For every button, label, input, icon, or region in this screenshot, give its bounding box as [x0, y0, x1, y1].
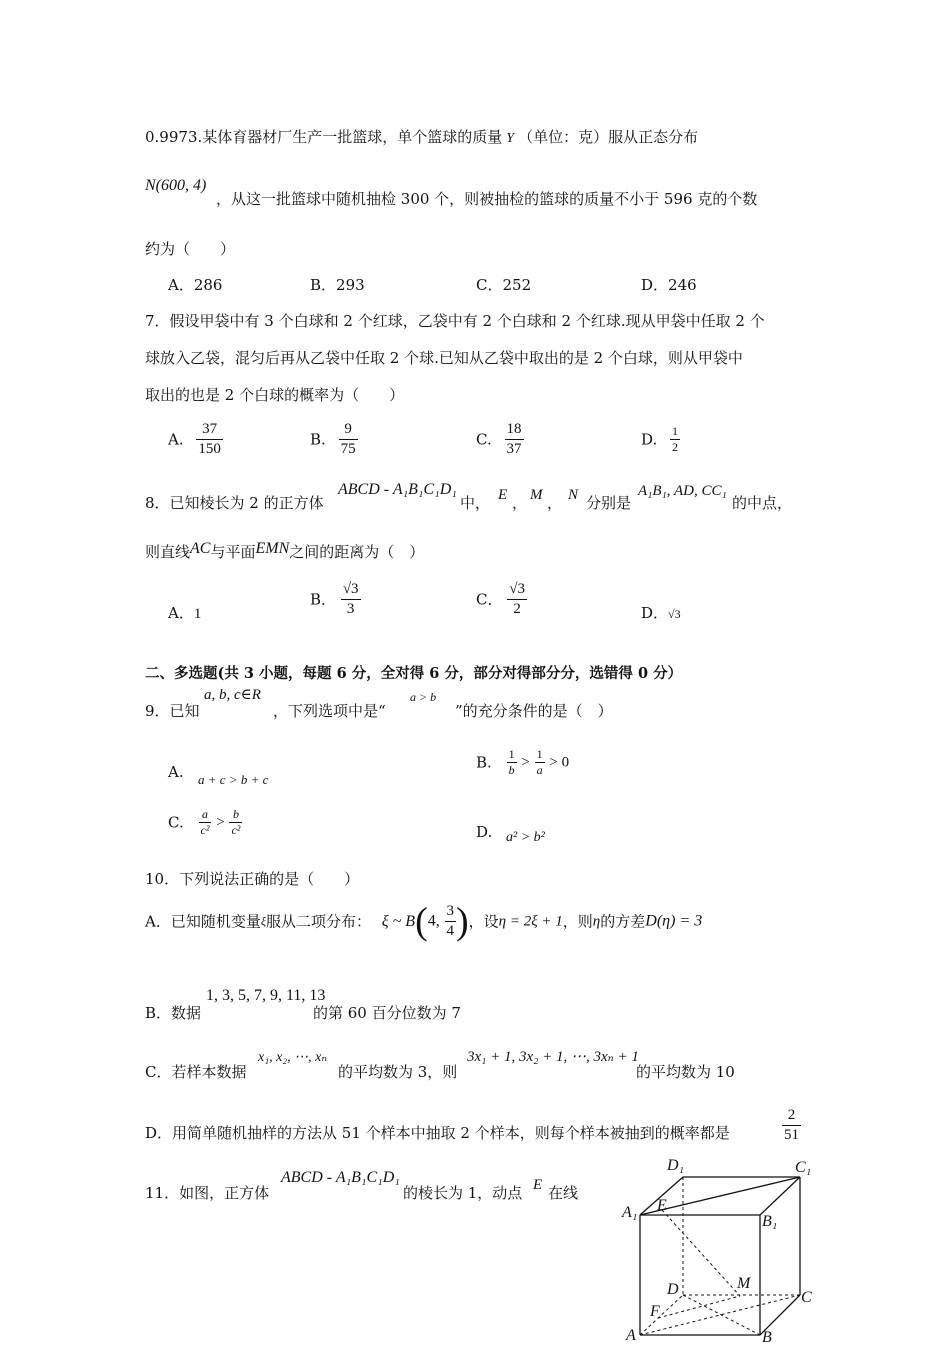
q7-option-b-fraction	[339, 420, 358, 459]
q7-option-d-num: 1	[672, 424, 679, 438]
q8-option-c	[476, 580, 527, 619]
q9-option-d-expr: a² > b²	[506, 830, 545, 845]
q9-p3: ”的充分条件的是（ ）	[455, 702, 613, 720]
q6-option-a: A．286	[168, 276, 223, 294]
q9-option-a-expr: a + c > b + c	[198, 772, 269, 787]
q10-a-lparen: (	[415, 900, 428, 943]
label-A: A	[626, 1327, 636, 1344]
q9-option-c-frac1-num: a	[199, 807, 212, 823]
label-D: D	[667, 1281, 679, 1298]
q8-option-b	[310, 580, 361, 619]
q7-option-a-den: 150	[198, 440, 221, 457]
q9-option-b-frac1	[507, 747, 517, 778]
q6-var-y: Y	[506, 131, 515, 146]
label-M: M	[737, 1275, 751, 1292]
q6-option-d: D．246	[641, 276, 697, 294]
q7-option-a-fraction	[196, 420, 223, 459]
q10-a-dist: ξ ~ B	[381, 912, 416, 930]
q9-p2: ，下列选项中是“	[273, 702, 386, 720]
q8-line2c: 之间的距离为（ ）	[289, 543, 425, 561]
q7-line3: 取出的也是 2 个白球的概率为（ ）	[145, 386, 405, 404]
q9-option-b-frac1-den: b	[508, 763, 515, 777]
q8-line2b: 与平面	[210, 543, 256, 561]
q9-option-b-tail: > 0	[549, 754, 570, 771]
label-A1: A₁	[622, 1204, 638, 1221]
q11-p3: 在线	[548, 1184, 579, 1202]
q8-m: M	[530, 487, 543, 503]
q9-option-b-frac2-den: a	[536, 763, 543, 777]
q9-p1: 9．已知	[145, 702, 200, 720]
q7-line2: 球放入乙袋，混匀后再从乙袋中任取 2 个球.已知从乙袋中取出的是 2 个白球，则从甲袋中	[145, 349, 743, 367]
q10-a-eta: η = 2ξ + 1	[498, 913, 563, 930]
q11-p2: 的棱长为 1，动点	[403, 1184, 523, 1202]
q8-option-d-label: D．	[641, 604, 669, 622]
q7-option-d	[641, 424, 680, 455]
q8-cube: ABCD - A₁B₁C₁D₁	[338, 481, 457, 498]
section2-heading: 二、多选题(共 3 小题，每题 6 分，全对得 6 分，部分对得部分分，选错得 0 分）	[145, 665, 683, 682]
q9-option-b-frac1-num: 1	[508, 747, 515, 761]
q7-option-c-fraction	[505, 420, 524, 459]
q7-option-d-den: 2	[672, 440, 679, 454]
q8-edges: A₁B₁, AD, CC₁	[638, 483, 727, 499]
q8-option-c-fraction	[507, 580, 527, 619]
q10-stem: 10．下列说法正确的是（ ）	[145, 870, 360, 888]
q10-a-rparen: )	[456, 900, 469, 943]
q10-a-params-den: 4	[446, 922, 454, 939]
q8-option-a-label: A．	[168, 604, 194, 622]
q10-a-text: A．已知随机变量	[145, 912, 261, 931]
q7-option-a-num: 37	[196, 420, 223, 440]
q7-option-d-fraction	[670, 424, 680, 455]
q10-option-d-frac-wrap	[782, 1106, 801, 1145]
q8-p3: 分别是	[586, 494, 632, 512]
q9-option-b	[476, 747, 569, 778]
q7-line1: 7．假设甲袋中有 3 个白球和 2 个红球，乙袋中有 2 个白球和 2 个红球.现从甲袋中任取 2 个	[145, 312, 765, 330]
q7-option-a-label: A.	[168, 430, 184, 449]
q10-a-eta2: η	[592, 913, 601, 930]
q6-line3: 约为（ ）	[145, 240, 236, 258]
label-B: B	[762, 1329, 772, 1346]
label-C1: C₁	[795, 1159, 812, 1176]
q7-option-c	[476, 420, 524, 459]
q10-a-text4: ，则	[562, 912, 593, 931]
q10-a-params-num: 3	[445, 902, 457, 922]
q6-line1-tail: （单位：克）服从正态分布	[518, 128, 699, 146]
q10-a-text2: 服从二项分布：	[265, 912, 371, 931]
q9-option-b-frac2-num: 1	[536, 747, 543, 761]
q10-option-d-num: 2	[782, 1106, 801, 1126]
q10-option-a	[145, 902, 702, 941]
q6-line1	[145, 128, 698, 148]
q10-a-text3: ，设	[468, 912, 499, 931]
q8-sep1: ，	[512, 494, 528, 512]
q8-option-b-fraction	[341, 580, 361, 619]
q10-option-c-sample: x₁, x₂, ⋯, xₙ	[258, 1050, 328, 1065]
q10-a-var: D(η) = 3	[645, 912, 703, 930]
q8-line2a: 则直线	[145, 543, 191, 561]
q8-option-a-value: 1	[193, 606, 202, 622]
q8-option-c-den: 2	[513, 600, 521, 617]
q9-option-c-gt: >	[216, 814, 225, 831]
q9-option-d-label: D.	[476, 823, 493, 841]
q9-option-c-frac2	[229, 807, 242, 838]
q10-option-d-text: D．用简单随机抽样的方法从 51 个样本中抽取 2 个样本，则每个样本被抽到的概率都是	[145, 1124, 730, 1142]
q10-option-d-den: 51	[784, 1126, 799, 1143]
q7-option-c-num: 18	[505, 420, 524, 440]
q10-a-params-n: 4,	[427, 912, 440, 930]
q10-a-params-frac	[445, 902, 457, 941]
label-B1: B₁	[762, 1213, 778, 1230]
q10-a-xi: ξ	[260, 914, 266, 929]
q8-option-d-value: √3	[668, 607, 681, 621]
q8-option-c-num: √3	[507, 580, 527, 600]
q8-option-b-den: 3	[346, 600, 355, 617]
q8-p4: 的中点，	[732, 494, 793, 512]
q7-option-c-label: C.	[476, 430, 492, 449]
q8-option-b-label: B．	[310, 590, 337, 609]
q8-n: N	[568, 487, 579, 503]
label-F: F	[650, 1303, 660, 1320]
edge-B1C1	[760, 1177, 800, 1215]
q11-cube-diagram	[610, 1150, 810, 1350]
q6-option-b: B．293	[310, 276, 365, 294]
q8-sep2: ，	[547, 494, 563, 512]
q7-option-b-num: 9	[339, 420, 358, 440]
q7-option-b	[310, 420, 358, 459]
q7-option-b-den: 75	[340, 440, 356, 457]
q9-option-c	[168, 807, 242, 838]
q9-given: a, b, c∈R	[204, 687, 261, 703]
q6-line1-text: 0.9973.某体育器材厂生产一批篮球，单个篮球的质量	[145, 128, 503, 146]
q8-p2: 中，	[460, 494, 491, 512]
q6-dist: N(600, 4)	[145, 177, 207, 194]
q9-option-a-label: A.	[168, 763, 184, 781]
label-E: E	[657, 1197, 667, 1214]
hidden-edge-AD	[640, 1295, 683, 1335]
q10-option-c-sample2: 3x₁ + 1, 3x₂ + 1, ⋯, 3xₙ + 1	[467, 1049, 639, 1065]
hidden-line-AC	[640, 1295, 800, 1335]
q8-option-d	[641, 604, 681, 622]
q7-option-a	[168, 420, 223, 459]
q9-option-c-label: C.	[168, 813, 184, 832]
q9-option-c-frac1	[199, 807, 212, 838]
q8-option-c-label: C．	[476, 590, 503, 609]
q9-cond: a > b	[410, 690, 437, 704]
q7-option-b-label: B.	[310, 430, 326, 449]
q10-option-c-text: C．若样本数据	[145, 1063, 247, 1081]
q8-e: E	[498, 487, 508, 503]
q9-option-c-frac2-num: b	[229, 807, 242, 823]
q8-option-a	[168, 604, 201, 623]
q8-p1: 8．已知棱长为 2 的正方体	[145, 494, 324, 512]
q8-emn: EMN	[255, 540, 290, 557]
q9-option-c-frac1-den: c²	[200, 823, 210, 837]
q11-cube: ABCD - A₁B₁C₁D₁	[281, 1169, 400, 1186]
q10-option-c-text3: 的平均数为 10	[636, 1063, 735, 1081]
q10-option-d-frac	[782, 1106, 801, 1145]
q11-p1: 11．如图，正方体	[145, 1184, 270, 1202]
q11-e: E	[533, 1177, 543, 1193]
q8-ac: AC	[190, 540, 211, 557]
q9-option-b-gt: >	[521, 754, 530, 771]
q10-option-b-text2: 的第 60 百分位数为 7	[313, 1004, 461, 1022]
q10-option-b-data: 1, 3, 5, 7, 9, 11, 13	[206, 987, 326, 1004]
q8-option-b-num: √3	[341, 580, 361, 600]
q7-option-d-label: D.	[641, 430, 658, 449]
q9-option-b-label: B.	[476, 753, 492, 772]
q10-option-b-text: B．数据	[145, 1004, 202, 1022]
label-C: C	[801, 1289, 812, 1306]
q10-option-c-text2: 的平均数为 3，则	[338, 1063, 458, 1081]
q8-line2	[145, 540, 425, 562]
q10-a-text5: 的方差	[600, 912, 646, 931]
hidden-line-FM	[658, 1296, 740, 1318]
q6-option-c: C．252	[476, 276, 532, 294]
q9-option-b-frac2	[535, 747, 545, 778]
q7-option-c-den: 37	[506, 440, 522, 457]
q9-option-c-frac2-den: c²	[231, 823, 241, 837]
hidden-line-DB	[683, 1295, 760, 1335]
q6-line2: ，从这一批篮球中随机抽检 300 个，则被抽检的篮球的质量不小于 596 克的个数	[216, 190, 758, 208]
label-D1: D₁	[667, 1157, 685, 1174]
